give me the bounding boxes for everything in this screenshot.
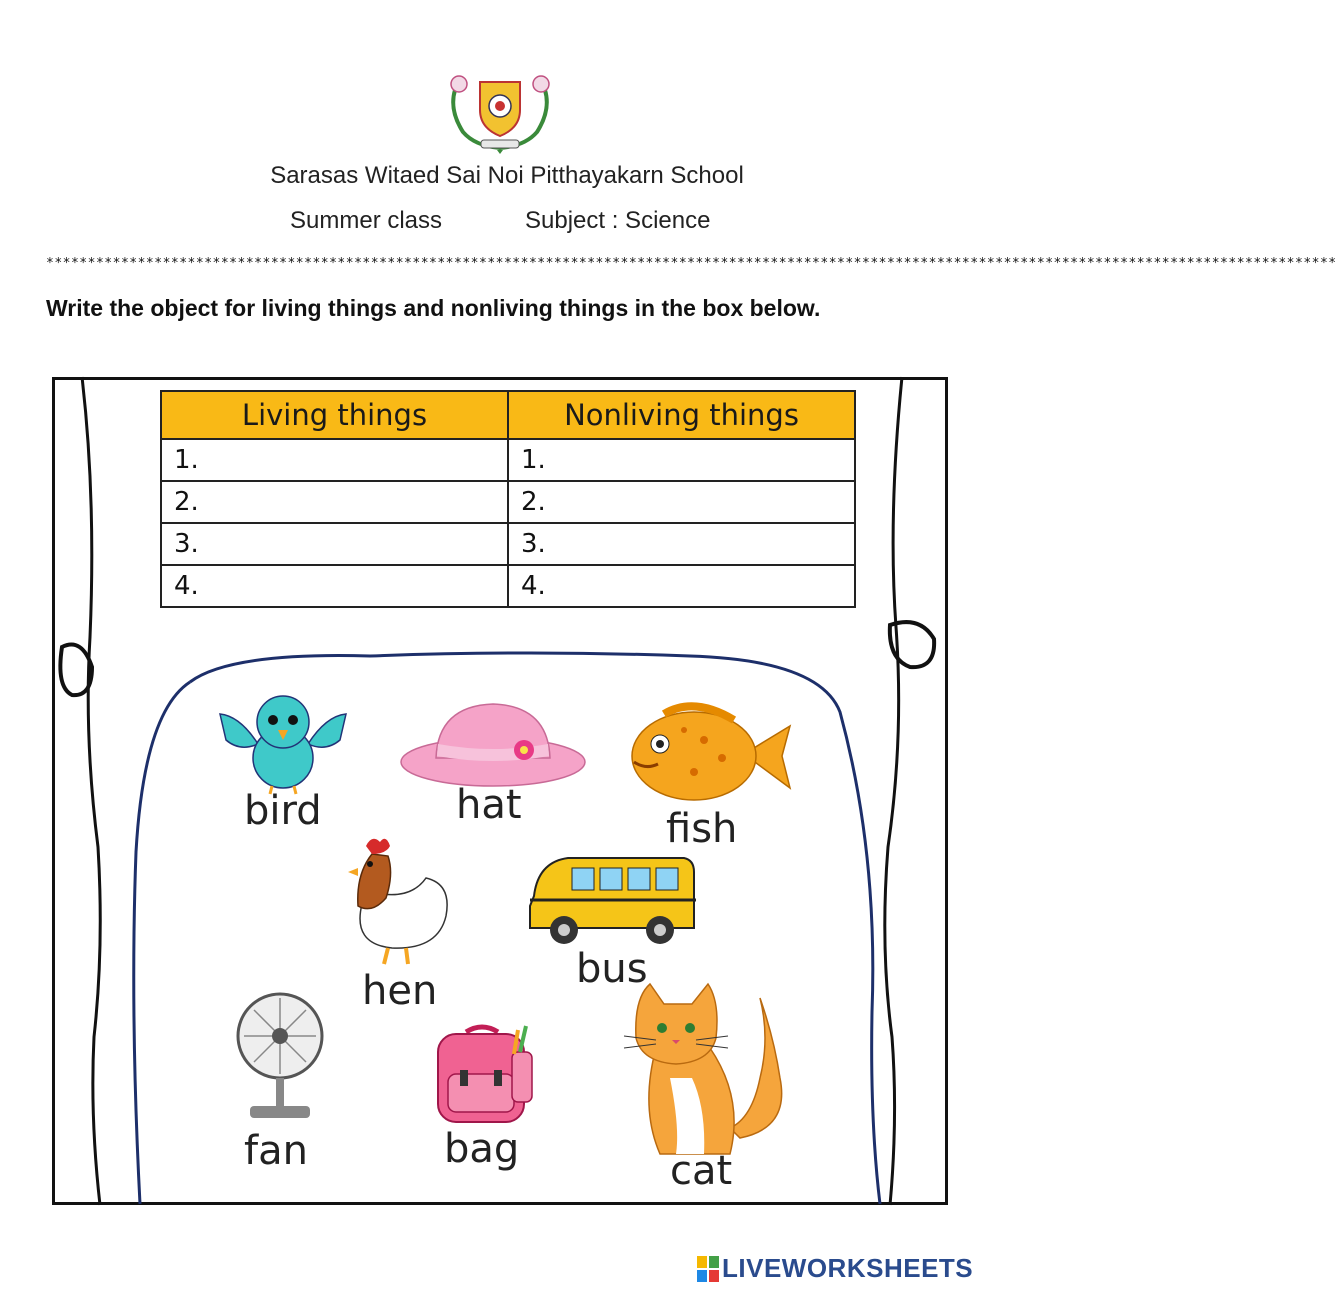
bag-icon [430, 1022, 536, 1124]
living-things-header: Living things [161, 391, 508, 439]
star-divider: *********************************************************************************************************************************************************** [46, 256, 1337, 271]
fan-icon [232, 992, 328, 1122]
class-label: Summer class [290, 207, 443, 234]
word-label: bus [576, 946, 648, 992]
bus-icon [524, 852, 696, 950]
word-label: fish [666, 806, 738, 852]
picture-panel [130, 652, 880, 1204]
table-header-row [161, 391, 855, 439]
liveworksheets-brand: LIVEWORKSHEETS [722, 1253, 974, 1283]
cat-icon [620, 978, 790, 1162]
liveworksheets-logo-icon [697, 1256, 719, 1282]
table-row [161, 523, 855, 565]
school-name: Sarasas Witaed Sai Noi Pitthayakarn School [270, 162, 744, 189]
nonliving-answer-cell[interactable]: 3. [508, 523, 855, 565]
living-answer-cell[interactable]: 1. [161, 439, 508, 481]
living-answer-cell[interactable]: 2. [161, 481, 508, 523]
nonliving-things-header: Nonliving things [508, 391, 855, 439]
subject-label: Subject : Science [525, 207, 711, 234]
living-answer-cell[interactable]: 3. [161, 523, 508, 565]
fish-icon [624, 700, 792, 810]
nonliving-answer-cell[interactable]: 2. [508, 481, 855, 523]
word-label: hen [362, 968, 438, 1014]
school-logo [445, 70, 555, 154]
nonliving-answer-cell[interactable]: 4. [508, 565, 855, 607]
word-label: hat [456, 782, 522, 828]
answer-table [160, 390, 856, 608]
instruction-text: Write the object for living things and nonliving things in the box below. [46, 295, 821, 321]
word-label: cat [670, 1148, 733, 1194]
nonliving-answer-cell[interactable]: 1. [508, 439, 855, 481]
hen-icon [342, 834, 454, 966]
table-row [161, 565, 855, 607]
word-label: bird [244, 788, 322, 834]
bird-icon [210, 686, 356, 794]
table-row [161, 481, 855, 523]
living-answer-cell[interactable]: 4. [161, 565, 508, 607]
word-label: fan [244, 1128, 308, 1174]
word-label: bag [444, 1126, 520, 1172]
table-row [161, 439, 855, 481]
hat-icon [398, 700, 588, 790]
